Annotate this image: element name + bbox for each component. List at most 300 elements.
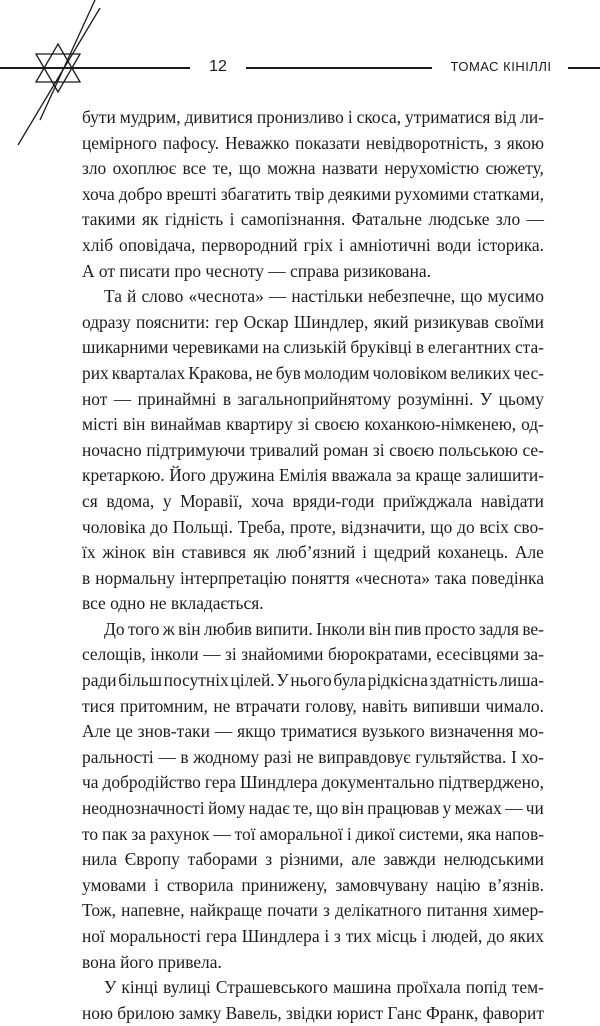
word: пояснити:: [135, 311, 210, 332]
word: —: [526, 209, 544, 230]
word: з: [322, 900, 330, 921]
word: Оскар: [243, 311, 289, 332]
word: До: [104, 618, 125, 639]
word: винаймав: [150, 414, 222, 435]
word: і: [346, 823, 352, 844]
word: нот: [82, 388, 108, 409]
word: зі: [372, 439, 385, 460]
text-line: [82, 745, 544, 771]
word: щедрий: [373, 542, 431, 563]
word: Польщі.: [172, 516, 233, 537]
word: людське: [428, 209, 490, 230]
word: збагатить: [220, 183, 292, 204]
word: Шиндлер,: [293, 311, 369, 332]
word: Моравії,: [180, 490, 243, 511]
word: рахунок: [149, 823, 210, 844]
word: нелюдськими: [443, 849, 544, 870]
text-line: [82, 950, 544, 976]
word: людей,: [431, 926, 483, 946]
word: він: [368, 618, 391, 639]
word: «чеснота»: [354, 567, 431, 588]
word: машина: [333, 977, 392, 998]
word: елегантних: [427, 337, 512, 358]
header-rule-middle: [246, 67, 432, 69]
word: то: [82, 823, 99, 844]
word: що: [316, 798, 339, 819]
word: працював: [367, 798, 440, 819]
word: цьому: [498, 388, 544, 409]
word: —: [203, 644, 221, 665]
word: в’язнів.: [488, 874, 544, 895]
word: Фатальне: [351, 209, 422, 230]
word: таборами: [187, 849, 258, 870]
text-line: [82, 924, 544, 950]
word: виправдовує: [318, 746, 411, 767]
word: підтримуючи: [146, 439, 246, 460]
word: надає: [248, 798, 290, 819]
text-line: [82, 617, 544, 643]
word: гріх: [303, 234, 333, 255]
word: гультяйства.: [415, 746, 507, 767]
word: небезпечне,: [368, 286, 456, 307]
word: дивитися: [184, 107, 253, 127]
word: на: [262, 337, 280, 358]
word: фаворит: [482, 1002, 544, 1023]
word: в: [222, 388, 232, 409]
word: черевиками: [172, 337, 259, 358]
text-line: [82, 668, 544, 694]
word: люб’язний: [276, 542, 356, 563]
word: почати: [267, 900, 318, 921]
text-line: [82, 822, 544, 848]
word: кретаркою.: [82, 465, 165, 486]
word: сво-: [513, 516, 544, 537]
word: коханкою-німкенею,: [364, 414, 517, 435]
text-line: [82, 207, 544, 233]
word: води: [436, 234, 472, 255]
word: не: [213, 695, 231, 716]
word: у: [162, 490, 172, 511]
text-line: [82, 847, 544, 873]
text-line: [82, 182, 544, 208]
word: пив: [394, 618, 422, 639]
word: проте,: [289, 516, 336, 537]
text-line: [82, 873, 544, 899]
word: до: [457, 516, 475, 537]
word: оповідача,: [119, 234, 196, 255]
word: можна: [267, 158, 316, 179]
text-line: [82, 105, 544, 131]
word: притомним,: [119, 695, 208, 716]
word: все: [182, 158, 207, 179]
text-line: [82, 259, 544, 285]
word: великих: [450, 362, 511, 383]
text-line: [82, 898, 544, 924]
star-triangle-down: [36, 54, 80, 92]
text-line-content: А от писати про чесноту — справа ризикована.: [82, 260, 431, 281]
word: Інколи: [316, 618, 366, 639]
text-line-content: все одно не вкладається.: [82, 593, 264, 614]
word: цемірного: [82, 132, 157, 153]
word: у: [442, 798, 452, 819]
text-line: [82, 719, 544, 745]
word: зі: [225, 644, 237, 665]
word: тих: [345, 926, 372, 946]
word: принаймні: [137, 388, 217, 409]
word: шикарними: [82, 337, 169, 358]
word: тем-: [511, 977, 544, 998]
text-line: [82, 310, 544, 336]
word: ж: [162, 618, 175, 639]
word: юрист: [336, 1002, 384, 1023]
word: І: [510, 746, 517, 767]
word: того: [127, 618, 160, 639]
word: чес-: [513, 362, 544, 383]
word: але: [351, 849, 376, 870]
word: роман: [323, 439, 369, 460]
word: У: [479, 388, 493, 409]
word: разі: [263, 746, 292, 767]
word: підтверджено,: [438, 772, 544, 793]
word: і: [338, 234, 344, 255]
word: Його: [169, 465, 206, 486]
word: слизькій: [283, 337, 347, 358]
text-line: [82, 566, 544, 592]
word: Але: [514, 542, 544, 563]
word: У: [104, 977, 117, 998]
word: замку: [178, 1002, 222, 1023]
word: одразу: [82, 311, 131, 332]
word: втрачати: [235, 695, 300, 716]
word: умовами: [82, 874, 147, 895]
word: хліб: [82, 234, 114, 255]
word: —: [113, 388, 132, 409]
word: чи: [525, 798, 544, 819]
word: загальноприйнятому: [237, 388, 392, 409]
word: не: [255, 362, 273, 383]
running-head-author: ТОМАС КІНІЛЛІ: [450, 59, 552, 74]
word: напевне,: [121, 900, 185, 921]
word: інтерпретацію: [179, 567, 287, 588]
word: жінок: [102, 542, 146, 563]
word: дикої: [355, 823, 395, 844]
word: розумінні.: [397, 388, 474, 409]
word: моральності: [109, 926, 202, 946]
word: невідворотність,: [365, 132, 489, 153]
text-line: [82, 233, 544, 259]
word: це: [115, 721, 133, 742]
word: знов-таки: [137, 721, 210, 742]
word: ся: [82, 490, 98, 511]
word: з: [265, 849, 273, 870]
word: —: [214, 721, 233, 742]
word: аморальної: [259, 823, 343, 844]
text-line: [82, 975, 544, 1001]
word: —: [268, 286, 287, 307]
word: в: [82, 567, 91, 588]
word: він: [341, 798, 364, 819]
word: просто: [424, 618, 476, 639]
word: ставився: [181, 542, 247, 563]
word: відзначити,: [340, 516, 426, 537]
word: Кракова,: [188, 362, 253, 383]
word: проїхала: [396, 977, 461, 998]
word: утриматися: [405, 107, 491, 127]
word: ної: [82, 926, 105, 946]
word: була: [333, 670, 366, 691]
word: націю: [436, 874, 481, 895]
word: Шиндлера: [239, 772, 318, 793]
word: і: [421, 926, 427, 946]
word: інколи: [150, 644, 199, 665]
text-line: [82, 515, 544, 541]
word: брилою: [117, 1002, 175, 1023]
word: гера: [205, 926, 237, 946]
word: амніотичні: [349, 234, 431, 255]
word: з: [493, 132, 501, 153]
word: скоса,: [356, 107, 402, 127]
word: Вавель,: [225, 1002, 282, 1023]
word: Європу: [124, 849, 180, 870]
word: дружина: [210, 465, 275, 486]
word: ральності: [82, 746, 154, 767]
word: посутніх: [163, 670, 229, 691]
word: химер-: [492, 900, 544, 921]
word: показати: [295, 132, 361, 153]
word: чоловіка: [82, 516, 146, 537]
word: історика.: [477, 234, 544, 255]
word: чоловіком: [372, 362, 448, 383]
word: нормальну: [95, 567, 175, 588]
word: своїми: [494, 311, 544, 332]
word: есесівцями: [436, 644, 520, 665]
text-line: [82, 694, 544, 720]
word: вважала: [331, 465, 392, 486]
word: більш: [118, 670, 162, 691]
word: знайомими: [241, 644, 324, 665]
word: рідкісна: [367, 670, 429, 691]
text-line: [82, 361, 544, 387]
word: хоча: [82, 183, 115, 204]
word: створила: [166, 874, 234, 895]
word: лиша-: [499, 670, 544, 691]
word: тої: [234, 823, 256, 844]
word: Треба,: [237, 516, 286, 537]
word: що: [430, 516, 453, 537]
word: задля: [478, 618, 519, 639]
word: бути: [82, 107, 116, 127]
word: напов-: [495, 823, 544, 844]
word: од-: [521, 414, 544, 435]
word: пак: [101, 823, 128, 844]
word: самопізнання.: [240, 209, 346, 230]
word: такими: [82, 209, 136, 230]
word: питання: [426, 900, 488, 921]
word: яка: [467, 823, 492, 844]
word: ради: [82, 670, 117, 691]
word: мудрим,: [119, 107, 181, 127]
word: пафосу.: [162, 132, 220, 153]
word: делікатного: [335, 900, 422, 921]
text-line: [82, 642, 544, 668]
word: Ганс: [387, 1002, 422, 1023]
word: хоча: [251, 490, 284, 511]
word: сюжету,: [485, 158, 544, 179]
word: гер: [215, 311, 239, 332]
word: принижену,: [241, 874, 328, 895]
word: назвати: [321, 158, 378, 179]
word: він: [123, 414, 146, 435]
body-text: [82, 105, 544, 1026]
star-triangle-up: [36, 44, 80, 82]
text-line: [82, 387, 544, 413]
word: голову,: [305, 695, 357, 716]
word: звідки: [285, 1002, 333, 1023]
word: бюрократами,: [328, 644, 432, 665]
word: Але: [82, 721, 111, 742]
word: слово: [141, 286, 184, 307]
word: —: [213, 823, 231, 844]
word: —: [505, 798, 523, 819]
text-line: [82, 438, 544, 464]
text-line: [82, 1001, 544, 1026]
word: Неважко: [224, 132, 290, 153]
word: ночасно: [82, 439, 142, 460]
word: краще: [415, 465, 462, 486]
word: У: [276, 670, 289, 691]
word: тися: [82, 695, 115, 716]
word: Емілія: [279, 465, 328, 486]
word: в: [415, 337, 425, 358]
text-line: [82, 284, 544, 310]
word: навідати: [480, 490, 544, 511]
word: жодному: [193, 746, 260, 767]
word: за: [131, 823, 146, 844]
word: всіх: [479, 516, 509, 537]
word: документально: [321, 772, 435, 793]
word: чимало.: [485, 695, 544, 716]
word: місць: [376, 926, 417, 946]
word: рих: [82, 362, 109, 383]
word: яких: [509, 926, 544, 946]
text-line: [82, 156, 544, 182]
word: за: [396, 465, 411, 486]
text-line: [82, 489, 544, 515]
word: визначення: [429, 721, 514, 742]
word: кварталах: [111, 362, 186, 383]
word: врешті: [166, 183, 217, 204]
word: межах: [454, 798, 502, 819]
word: поведінка: [471, 567, 544, 588]
word: йому: [207, 798, 246, 819]
word: добродійство: [102, 772, 201, 793]
word: коханець.: [437, 542, 509, 563]
word: те,: [293, 798, 313, 819]
word: якщо: [237, 721, 276, 742]
word: поняття: [291, 567, 350, 588]
word: і: [324, 926, 330, 946]
word: зі: [297, 414, 310, 435]
word: в: [180, 746, 189, 767]
word: вдома,: [106, 490, 155, 511]
word: квартиру: [226, 414, 293, 435]
word: замовчувану: [335, 874, 429, 895]
text-line-content: вона його привела.: [82, 951, 222, 972]
word: —: [158, 746, 176, 767]
word: вулиці: [163, 977, 211, 998]
word: він: [152, 542, 175, 563]
word: своєю: [389, 439, 435, 460]
word: їх: [82, 542, 96, 563]
word: польською: [438, 439, 518, 460]
word: тривалий: [249, 439, 319, 460]
word: мусимо: [487, 286, 544, 307]
word: твір: [295, 183, 325, 204]
word: кінці: [121, 977, 159, 998]
word: найкраще: [189, 900, 263, 921]
word: бруківці: [350, 337, 412, 358]
word: Франк,: [426, 1002, 479, 1023]
word: неоднозначності: [82, 798, 205, 819]
header-rule-left: [0, 67, 190, 69]
word: й: [127, 286, 137, 307]
word: не: [296, 746, 314, 767]
word: і: [229, 209, 235, 230]
word: до: [487, 926, 505, 946]
word: триматися: [280, 721, 358, 742]
word: любив: [203, 618, 252, 639]
word: що: [460, 286, 483, 307]
word: добро: [118, 183, 163, 204]
word: ста-: [514, 337, 544, 358]
word: нього: [290, 670, 332, 691]
word: різними,: [279, 849, 344, 870]
word: навіть: [362, 695, 408, 716]
word: селощів,: [82, 644, 146, 665]
word: ризикував: [414, 311, 490, 332]
word: здатність: [429, 670, 498, 691]
word: який: [373, 311, 409, 332]
word: якою: [506, 132, 544, 153]
word: він: [178, 618, 201, 639]
word: з: [334, 926, 341, 946]
word: попід: [465, 977, 507, 998]
word: рухомими: [394, 183, 470, 204]
word: завжди: [383, 849, 436, 870]
text-line: [82, 591, 544, 617]
word: до: [150, 516, 168, 537]
word: вузького: [362, 721, 425, 742]
word: зло: [495, 209, 521, 230]
header-rule-right: [568, 67, 600, 69]
page-number: 12: [209, 58, 227, 75]
word: за-: [523, 644, 544, 665]
word: і: [154, 874, 159, 895]
word: випивши: [413, 695, 481, 716]
word: ве-: [522, 618, 544, 639]
word: цілей.: [230, 670, 275, 691]
word: первородний: [201, 234, 298, 255]
word: охоплює: [112, 158, 177, 179]
word: Шиндлера: [241, 926, 320, 946]
text-line: [82, 770, 544, 796]
word: гідність: [164, 209, 224, 230]
word: Та: [104, 286, 122, 307]
text-line: [82, 131, 544, 157]
word: що: [238, 158, 261, 179]
word: нила: [82, 849, 118, 870]
word: від: [494, 107, 517, 127]
